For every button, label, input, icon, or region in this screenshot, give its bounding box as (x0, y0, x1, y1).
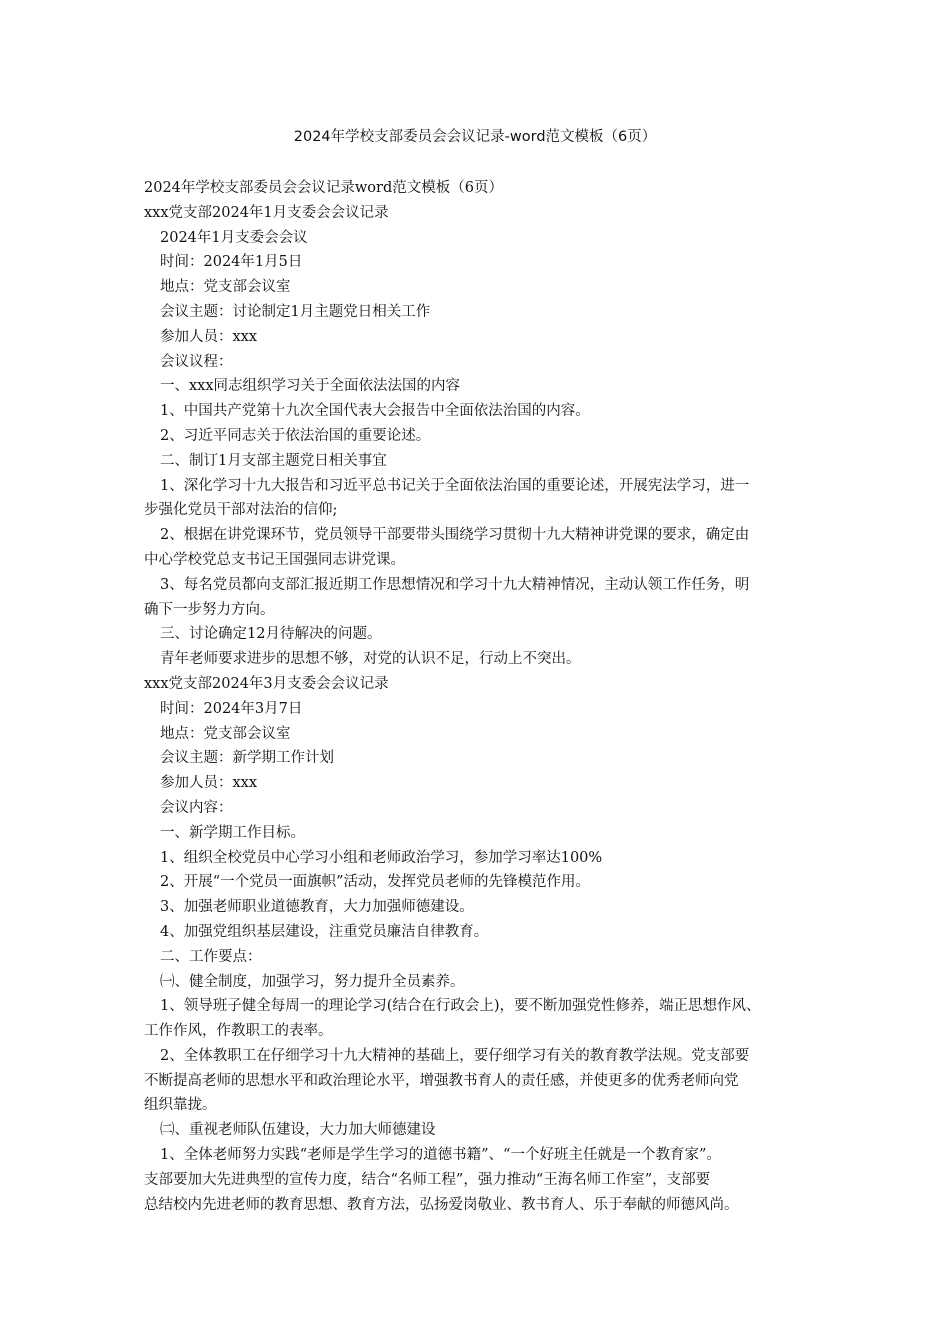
paragraph-line: ㈠、健全制度，加强学习，努力提升全员素养。 (160, 973, 465, 990)
paragraph-line: 二、制订1月支部主题党日相关事宜 (160, 452, 387, 469)
paragraph-line: 不断提高老师的思想水平和政治理论水平，增强教书育人的责任感，并使更多的优秀老师向党 (144, 1072, 739, 1089)
paragraph-line: 3、每名党员都向支部汇报近期工作思想情况和学习十九大精神情况，主动认领工作任务，明 (160, 576, 750, 593)
paragraph-line: 一、新学期工作目标。 (160, 824, 305, 841)
paragraph-line: 1、领导班子健全每周一的理论学习(结合在行政会上)，要不断加强党性修养，端正思想作风、 (160, 998, 761, 1015)
paragraph-line: 2、开展“一个党员一面旗帜”活动，发挥党员老师的先锋模范作用。 (160, 874, 591, 891)
page-title: 2024年学校支部委员会会议记录-word范文模板（6页） (293, 129, 657, 145)
paragraph-line: 确下一步努力方向。 (144, 601, 275, 618)
paragraph-line: 工作作风，作教职工的表率。 (144, 1023, 333, 1040)
document-body (144, 176, 814, 1217)
paragraph-line: 2、习近平同志关于依法治国的重要论述。 (160, 427, 431, 444)
paragraph-line: ㈡、重视老师队伍建设，大力加大师德建设 (160, 1122, 436, 1139)
paragraph-line: 会议议程： (160, 353, 233, 370)
paragraph-line: 参加人员：xxx (160, 775, 258, 792)
paragraph-line: 4、加强党组织基层建设，注重党员廉洁自律教育。 (160, 923, 489, 940)
paragraph-line: 二、工作要点： (160, 948, 262, 965)
paragraph-line: 会议主题：新学期工作计划 (160, 750, 334, 767)
paragraph-line: 1、全体老师努力实践“老师是学生学习的道德书籍”、“一个好班主任就是一个教育家”。 (160, 1147, 721, 1164)
paragraph-line: 一、xxx同志组织学习关于全面依法法国的内容 (160, 378, 461, 395)
paragraph-line: 组织靠拢。 (144, 1097, 217, 1114)
paragraph-line: xxx党支部2024年3月支委会会议记录 (144, 675, 389, 692)
paragraph-line: 1、中国共产党第十九次全国代表大会报告中全面依法治国的内容。 (160, 403, 590, 420)
paragraph-line: 会议内容： (160, 799, 233, 816)
paragraph-line: xxx党支部2024年1月支委会会议记录 (144, 204, 389, 221)
paragraph-line: 地点：党支部会议室 (160, 725, 291, 742)
paragraph-line: 1、组织全校党员中心学习小组和老师政治学习，参加学习率达100% (160, 849, 603, 866)
paragraph-line: 时间：2024年3月7日 (160, 700, 303, 717)
paragraph-line: 中心学校党总支书记王国强同志讲党课。 (144, 551, 405, 568)
paragraph-line: 2、根据在讲党课环节，党员领导干部要带头围绕学习贯彻十九大精神讲党课的要求，确定由 (160, 527, 750, 544)
paragraph-line: 1、深化学习十九大报告和习近平总书记关于全面依法治国的重要论述，开展宪法学习，进一 (160, 477, 750, 494)
paragraph-line: 参加人员：xxx (160, 328, 258, 345)
paragraph-line: 会议主题：讨论制定1月主题党日相关工作 (160, 303, 431, 320)
paragraph-line: 3、加强老师职业道德教育，大力加强师德建设。 (160, 899, 474, 916)
paragraph-line: 2024年1月支委会会议 (160, 229, 308, 246)
paragraph-line: 时间：2024年1月5日 (160, 254, 303, 271)
paragraph-line: 2024年学校支部委员会会议记录word范文模板（6页） (144, 180, 503, 196)
paragraph-line: 支部要加大先进典型的宣传力度，结合“名师工程”，强力推动“王海名师工作室”，支部要 (144, 1171, 711, 1188)
paragraph-line: 青年老师要求进步的思想不够，对党的认识不足，行动上不突出。 (160, 651, 581, 668)
paragraph-line: 地点：党支部会议室 (160, 279, 291, 296)
paragraph-line: 2、全体教职工在仔细学习十九大精神的基础上，要仔细学习有关的教育教学法规。党支部要 (160, 1047, 750, 1064)
paragraph-line: 三、讨论确定12月待解决的问题。 (160, 626, 382, 643)
paragraph-line: 步强化党员干部对法治的信仰; (144, 502, 338, 519)
paragraph-line: 总结校内先进老师的教育思想、教育方法，弘扬爱岗敬业、教书育人、乐于奉献的师德风尚。 (144, 1196, 739, 1213)
